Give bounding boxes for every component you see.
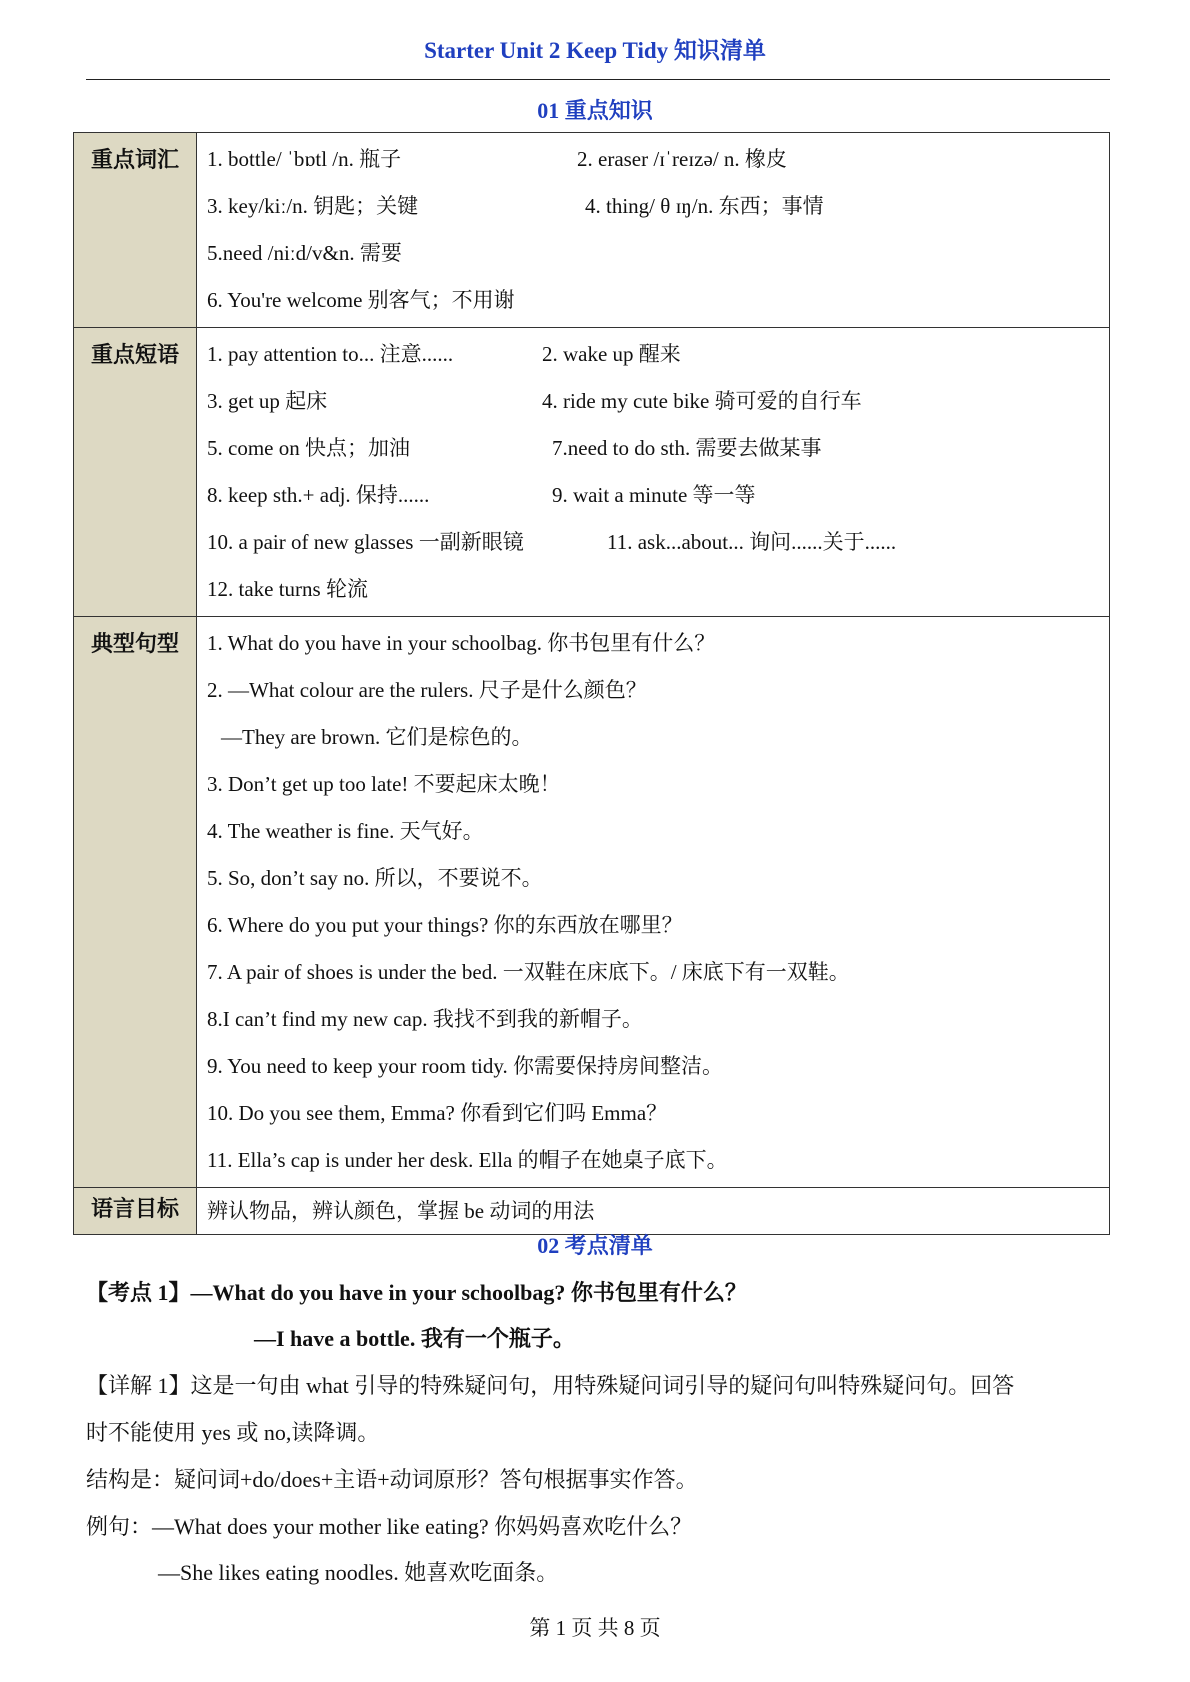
list-item: —They are brown. 它们是棕色的。: [221, 725, 533, 749]
list-item: [207, 519, 1099, 566]
list-item: 4. The weather is fine. 天气好。: [207, 819, 484, 843]
sentences-content: [197, 617, 1110, 1188]
list-item: 1. What do you have in your schoolbag. 你书包里有什么？: [207, 631, 716, 655]
phrase-item: 10. a pair of new glasses 一副新眼镜: [207, 530, 524, 554]
example-answer: —She likes eating noodles. 她喜欢吃面条。: [158, 1560, 559, 1585]
list-item: [207, 136, 1099, 183]
goal-content: [197, 1188, 1110, 1235]
page-title: Starter Unit 2 Keep Tidy 知识清单: [424, 38, 766, 63]
list-item: 10. Do you see them, Emma? 你看到它们吗 Emma？: [207, 1101, 668, 1125]
explanation-text: 【详解 1】这是一句由 what 引导的特殊疑问句，用特殊疑问词引导的疑问句叫特殊疑问句。回答: [86, 1373, 1015, 1398]
list-item: [207, 378, 1099, 425]
section-heading-2: 02 考点清单: [537, 1233, 653, 1258]
goal-label: 语言目标: [74, 1188, 197, 1235]
list-item: 3. Don’t get up too late! 不要起床太晚！: [207, 772, 561, 796]
phrase-item: 11. ask...about... 询问......关于......: [607, 530, 897, 554]
vocab-item: 6. You're welcome 别客气；不用谢: [207, 288, 515, 312]
vocab-item: 2. eraser /ɪˈreɪzə/ n. 橡皮: [577, 147, 787, 171]
phrases-content: [197, 328, 1110, 617]
list-item: [207, 425, 1099, 472]
vocab-item: 1. bottle/ ˈbɒtl /n. 瓶子: [207, 147, 402, 171]
example-question: 例句：—What does your mother like eating? 你妈妈喜欢吃什么？: [86, 1514, 693, 1539]
sentences-row: [74, 617, 1110, 1188]
knowledge-table: [73, 132, 1110, 1235]
phrase-item: 9. wait a minute 等一等: [552, 483, 756, 507]
vocab-row: [74, 133, 1110, 328]
list-item: [207, 183, 1099, 230]
phrases-label: 重点短语: [74, 328, 197, 617]
explanation-line-1: [86, 1369, 1014, 1400]
list-item: [207, 331, 1099, 378]
list-item: 11. Ella’s cap is under her desk. Ella 的帽子在她桌子底下。: [207, 1148, 728, 1172]
goal-row: [74, 1188, 1110, 1235]
phrase-item: 3. get up 起床: [207, 389, 328, 413]
list-item: 6. Where do you put your things? 你的东西放在哪里？: [207, 913, 683, 937]
vocab-item: 4. thing/ θ ɪŋ/n. 东西；事情: [585, 194, 824, 218]
list-item: 9. You need to keep your room tidy. 你需要保持房间整洁。: [207, 1054, 724, 1078]
kaodian-answer: —I have a bottle. 我有一个瓶子。: [254, 1326, 575, 1351]
phrase-item: 2. wake up 醒来: [542, 342, 681, 366]
phrase-item: 4. ride my cute bike 骑可爱的自行车: [542, 389, 862, 413]
phrase-item: 12. take turns 轮流: [207, 577, 368, 601]
phrase-item: 5. come on 快点；加油: [207, 436, 410, 460]
list-item: [207, 566, 1099, 613]
explanation-line-2: 时不能使用 yes 或 no,读降调。: [86, 1420, 380, 1445]
vocab-item: 5.need /niːd/v&n. 需要: [207, 241, 402, 265]
kaodian-question: 【考点 1】—What do you have in your schoolbag? 你书包里有什么？: [86, 1280, 747, 1305]
list-item: [207, 472, 1099, 519]
list-item: 5. So, don’t say no. 所以，不要说不。: [207, 866, 543, 890]
phrase-item: 1. pay attention to... 注意......: [207, 342, 454, 366]
phrase-item: 7.need to do sth. 需要去做某事: [552, 436, 822, 460]
list-item: 8.I can’t find my new cap. 我找不到我的新帽子。: [207, 1007, 643, 1031]
vocab-item: 3. key/kiː/n. 钥匙；关键: [207, 194, 419, 218]
list-item: [207, 230, 1099, 277]
sentences-label: 典型句型: [74, 617, 197, 1188]
header-divider: [86, 79, 1110, 80]
vocab-content: [197, 133, 1110, 328]
list-item: 7. A pair of shoes is under the bed. 一双鞋在床底下。/ 床底下有一双鞋。: [207, 960, 850, 984]
phrases-row: [74, 328, 1110, 617]
page-footer: 第 1 页 共 8 页: [529, 1616, 661, 1640]
list-item: 2. —What colour are the rulers. 尺子是什么颜色？: [207, 678, 647, 702]
list-item: [207, 277, 1099, 324]
vocab-label: 重点词汇: [74, 133, 197, 328]
section-heading-1: 01 重点知识: [537, 98, 653, 123]
goal-text: 辨认物品，辨认颜色，掌握 be 动词的用法: [207, 1199, 595, 1223]
phrase-item: 8. keep sth.+ adj. 保持......: [207, 483, 430, 507]
structure-line: 结构是：疑问词+do/does+主语+动词原形？答句根据事实作答。: [86, 1467, 698, 1492]
